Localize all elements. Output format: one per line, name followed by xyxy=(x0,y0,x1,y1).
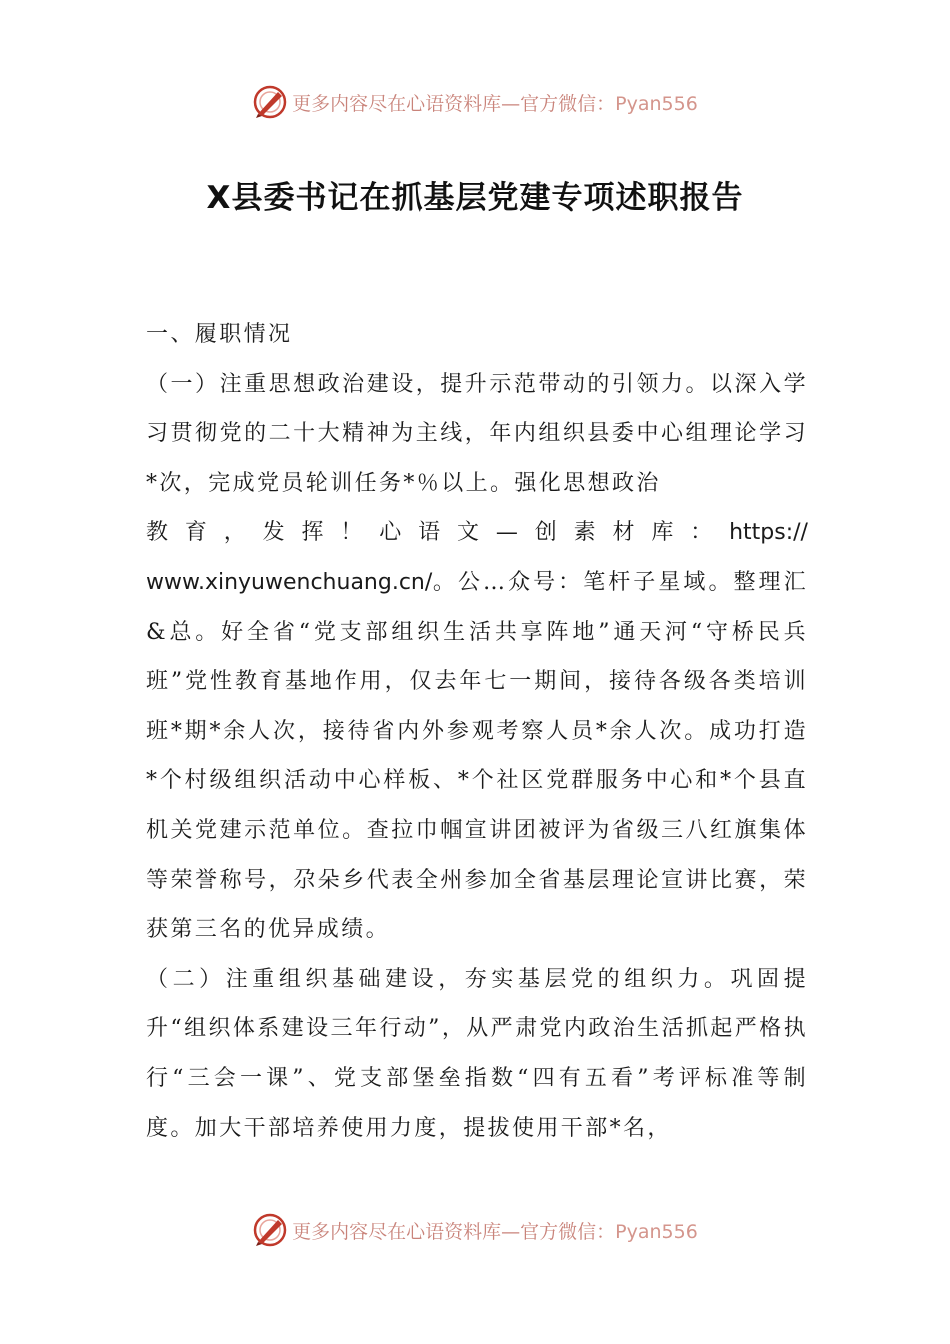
spread-url-fragment: https:// xyxy=(729,520,808,546)
spread-char: 教 xyxy=(146,520,169,546)
paragraph-1-spread-line xyxy=(146,508,808,558)
pen-logo-icon xyxy=(252,84,288,120)
footer-watermark xyxy=(0,1210,950,1250)
spread-char: 素 xyxy=(573,520,596,546)
spread-char: 心 xyxy=(379,520,402,546)
spread-char: ： xyxy=(690,520,713,546)
spread-char: 创 xyxy=(534,520,557,546)
document-title: X县委书记在抓基层党建专项述职报告 xyxy=(206,180,744,216)
spread-char: ， xyxy=(223,520,246,546)
spread-char: 语 xyxy=(418,520,441,546)
spread-char: 文 xyxy=(457,520,480,546)
spread-char: 发 xyxy=(262,520,285,546)
website-url: www.xinyuwenchuang.cn/ xyxy=(146,569,433,595)
header-watermark-handle: Pyan556 xyxy=(615,92,698,115)
header-watermark xyxy=(0,82,950,122)
header-watermark-text: 更多内容尽在心语资料库—官方微信：Pyan556 xyxy=(292,92,698,115)
paragraph-1-part-1: （一）注重思想政治建设，提升示范带动的引领力。以深入学习贯彻党的二十大精神为主线，年内组织县委中心组理论学习*次，完成党员轮训任务*％以上。强化思想政治 xyxy=(146,371,808,496)
footer-watermark-text: 更多内容尽在心语资料库—官方微信：Pyan556 xyxy=(292,1220,698,1243)
pen-logo-icon xyxy=(252,1212,288,1248)
spread-char: ！ xyxy=(340,520,363,546)
document-body xyxy=(146,310,808,1153)
spread-char: 挥 xyxy=(301,520,324,546)
paragraph-1-part-2 xyxy=(146,558,808,955)
paragraph-2: （二）注重组织基础建设，夯实基层党的组织力。巩固提升“组织体系建设三年行动”，从严肃党内政治生活抓起严格执行“三会一课”、党支部堡垒指数“四有五看”考评标准等制度。加大干部培养使用力度，提拔使用干部*名， xyxy=(146,966,808,1141)
paragraph-1-continuation: 。公…众号：笔杆子星域。整理汇&总。好全省“党支部组织生活共享阵地”通天河“守桥民兵班”党性教育基地作用，仅去年七一期间，接待各级各类培训班*期*余人次，接待省内外参观考察人员*余人次。成功打造*个村级组织活动中心样板、*个社区党群服务中心和*个县直机关党建示范单位。查拉巾帼宣讲团被评为省级三八红旗集体等荣誉称号，尕朵乡代表全州参加全省基层理论宣讲比赛，荣获第三名的优异成绩。 xyxy=(146,569,808,943)
spread-char: 材 xyxy=(612,520,635,546)
footer-watermark-handle: Pyan556 xyxy=(615,1220,698,1243)
spread-char: 库 xyxy=(651,520,674,546)
section-heading: 一、履职情况 xyxy=(146,322,293,347)
spread-char: — xyxy=(495,520,518,546)
spread-char: 育 xyxy=(184,520,207,546)
